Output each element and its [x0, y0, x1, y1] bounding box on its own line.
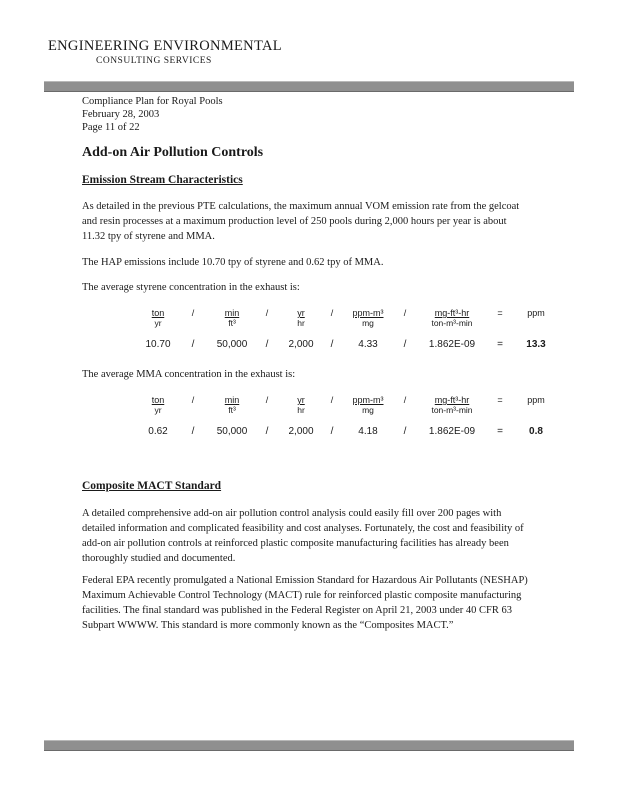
styrene-hours: 2,000 — [288, 339, 314, 350]
operator-divide: / — [191, 395, 195, 405]
operator-divide: / — [403, 339, 407, 350]
unit-yr: yr — [154, 405, 162, 415]
styrene-factor: 4.33 — [358, 339, 378, 350]
emission-paragraph-4 — [82, 367, 532, 382]
composite-heading: Composite MACT Standard — [82, 480, 222, 492]
unit-min: min — [224, 395, 240, 405]
unit-mg-ft3-hr: mg-ft³-hr — [434, 395, 470, 405]
emission-paragraph-2 — [82, 255, 532, 270]
styrene-conversion: 1.862E-09 — [428, 339, 476, 350]
emission-heading: Emission Stream Characteristics — [82, 174, 243, 186]
mma-flow: 50,000 — [216, 426, 248, 437]
styrene-flow: 50,000 — [216, 339, 248, 350]
emission-paragraph-1 — [82, 199, 532, 244]
unit-ppm-m3: ppm-m³ — [352, 395, 384, 405]
unit-yr: yr — [297, 308, 305, 318]
styrene-tons: 10.70 — [145, 339, 171, 350]
operator-equals: = — [497, 339, 503, 350]
unit-yr: yr — [297, 395, 305, 405]
unit-ton: ton — [151, 308, 165, 318]
mma-conversion: 1.862E-09 — [428, 426, 476, 437]
unit-mg: mg — [362, 318, 374, 328]
composite-paragraph-2 — [82, 573, 532, 633]
emission-p2-text: The HAP emissions include 10.70 tpy of styrene and 0.62 tpy of MMA. — [82, 257, 384, 268]
operator-equals: = — [497, 308, 503, 318]
operator-equals: = — [497, 395, 503, 405]
operator-divide: / — [191, 426, 195, 437]
operator-divide: / — [403, 395, 407, 405]
operator-divide: / — [265, 339, 269, 350]
unit-ft3: ft³ — [228, 318, 236, 328]
operator-equals: = — [497, 426, 503, 437]
operator-divide: / — [191, 308, 195, 318]
operator-divide: / — [265, 426, 269, 437]
operator-divide: / — [265, 395, 269, 405]
doc-title: Compliance Plan for Royal Pools — [82, 96, 223, 107]
emission-p3-text: The average styrene concentration in the exhaust is: — [82, 282, 300, 293]
mma-factor: 4.18 — [358, 426, 378, 437]
unit-yr: yr — [154, 318, 162, 328]
mma-values-row — [141, 415, 559, 437]
unit-ton-m3-min: ton-m³-min — [431, 318, 473, 328]
unit-ton-m3-min: ton-m³-min — [431, 405, 473, 415]
company-subtitle: CONSULTING SERVICES — [96, 56, 212, 66]
unit-hr: hr — [297, 318, 305, 328]
unit-mg-ft3-hr: mg-ft³-hr — [434, 308, 470, 318]
page-number: Page 11 of 22 — [82, 122, 140, 133]
mma-calc-table — [141, 395, 559, 437]
composite-p1-text: A detailed comprehensive add-on air pollution control analysis could easily fill over 200 pages with detailed information and complicated feasibility and cost analyses. Fortunately, the cost and feasibility of add-on air pollution controls at reinforced plastic composite manufacturing facilities has already been thoroughly studied and documented. — [82, 508, 524, 564]
emission-paragraph-3 — [82, 280, 532, 295]
styrene-result: 13.3 — [526, 339, 546, 350]
mma-tons: 0.62 — [148, 426, 168, 437]
composite-paragraph-1 — [82, 506, 532, 566]
header-divider-bar — [44, 81, 574, 92]
unit-min: min — [224, 308, 240, 318]
operator-divide: / — [403, 308, 407, 318]
operator-divide: / — [330, 308, 334, 318]
unit-mg: mg — [362, 405, 374, 415]
doc-date: February 28, 2003 — [82, 109, 160, 120]
company-name: ENGINEERING ENVIRONMENTAL — [48, 38, 282, 54]
unit-ft3: ft³ — [228, 405, 236, 415]
operator-divide: / — [330, 395, 334, 405]
operator-divide: / — [330, 426, 334, 437]
operator-divide: / — [330, 339, 334, 350]
unit-ppm: ppm — [527, 395, 545, 405]
styrene-calc-table — [141, 308, 559, 350]
operator-divide: / — [191, 339, 195, 350]
styrene-units-row — [141, 308, 559, 328]
styrene-values-row — [141, 328, 559, 350]
unit-ppm-m3: ppm-m³ — [352, 308, 384, 318]
unit-ppm: ppm — [527, 308, 545, 318]
mma-result: 0.8 — [529, 426, 543, 437]
footer-divider-bar — [44, 740, 574, 751]
unit-hr: hr — [297, 405, 305, 415]
mma-units-row — [141, 395, 559, 415]
emission-p4-text: The average MMA concentration in the exhaust is: — [82, 369, 296, 380]
operator-divide: / — [265, 308, 269, 318]
section-title: Add-on Air Pollution Controls — [82, 145, 264, 160]
emission-p1-text: As detailed in the previous PTE calculations, the maximum annual VOM emission rate from the gelcoat and resin processes at a maximum production level of 250 pools during 2,000 hours per year is about 11.32 tpy of styrene and MMA. — [82, 201, 520, 242]
unit-ton: ton — [151, 395, 165, 405]
composite-p2-text: Federal EPA recently promulgated a National Emission Standard for Hazardous Air Pollutants (NESHAP) Maximum Achievable Control Technology (MACT) rule for reinforced plastic composite manufacturing facilities. The final standard was published in the Federal Register on April 21, 2003 under 40 CFR 63 Subpart WWWW. This standard is more commonly known as the “Composites MACT.” — [82, 575, 528, 631]
operator-divide: / — [403, 426, 407, 437]
mma-hours: 2,000 — [288, 426, 314, 437]
